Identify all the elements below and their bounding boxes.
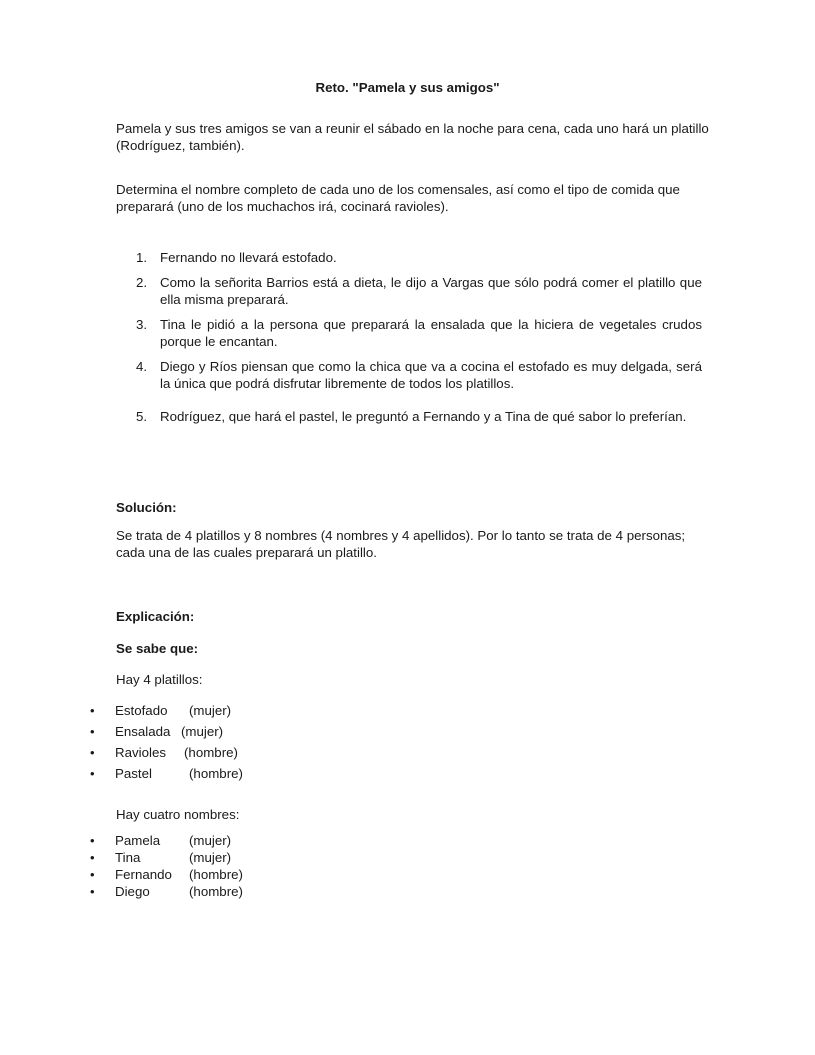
- clue-item: [116, 249, 702, 266]
- person-gender: (mujer): [189, 850, 232, 865]
- solution-text: Se trata de 4 platillos y 8 nombres (4 nombres y 4 apellidos). Por lo tanto se trata de 4 personas; cada una de las cuales preparará un platillo.: [116, 528, 686, 560]
- clue-number: 4.: [136, 359, 148, 374]
- name-item: [90, 883, 243, 900]
- bullet-icon: •: [90, 766, 95, 781]
- dishes-heading: Hay 4 platillos:: [116, 672, 203, 687]
- dish-gender: (mujer): [189, 703, 232, 718]
- bullet-icon: •: [90, 703, 95, 718]
- person-gender: (hombre): [189, 884, 243, 899]
- bullet-icon: •: [90, 724, 95, 739]
- dish-item: [90, 765, 243, 786]
- dish-gender: (hombre): [189, 766, 243, 781]
- person-gender: (mujer): [189, 833, 232, 848]
- bullet-icon: •: [90, 833, 95, 848]
- known-heading: Se sabe que:: [116, 641, 199, 656]
- clue-text: Como la señorita Barrios está a dieta, le dijo a Vargas que sólo podrá comer el platillo que ella misma preparará.: [160, 275, 702, 307]
- bullet-icon: •: [90, 850, 95, 865]
- dish-name: Ravioles: [115, 745, 166, 760]
- clue-number: 1.: [136, 250, 148, 265]
- clue-number: 2.: [136, 275, 148, 290]
- explanation-heading: Explicación:: [116, 609, 195, 624]
- dish-name: Pastel: [115, 766, 152, 781]
- dish-item: [90, 744, 243, 765]
- clues-list: [116, 249, 702, 433]
- intro-paragraph: Pamela y sus tres amigos se van a reunir el sábado en la noche para cena, cada uno hará un platillo (Rodríguez, también).: [116, 121, 709, 153]
- clue-text: Fernando no llevará estofado.: [160, 250, 337, 265]
- clue-item: [116, 408, 702, 425]
- solution-heading: Solución:: [116, 500, 177, 515]
- dish-item: [90, 702, 243, 723]
- person-gender: (hombre): [189, 867, 243, 882]
- clue-text: Rodríguez, que hará el pastel, le preguntó a Fernando y a Tina de qué sabor lo preferían.: [160, 409, 687, 424]
- clue-text: Tina le pidió a la persona que preparará la ensalada que la hiciera de vegetales crudos porque le encantan.: [160, 317, 702, 349]
- name-item: [90, 832, 243, 849]
- task-paragraph: Determina el nombre completo de cada uno de los comensales, así como el tipo de comida que preparará (uno de los muchachos irá, cocinará ravioles).: [116, 182, 680, 214]
- clue-text: Diego y Ríos piensan que como la chica que va a cocina el estofado es muy delgada, será la única que podrá disfrutar libremente de todos los platillos.: [160, 359, 702, 391]
- dish-item: [90, 723, 243, 744]
- dish-gender: (hombre): [184, 745, 238, 760]
- dishes-list: [90, 702, 243, 786]
- names-heading: Hay cuatro nombres:: [116, 807, 240, 822]
- dish-name: Ensalada: [115, 724, 171, 739]
- clue-item: [116, 358, 702, 392]
- clue-item: [116, 316, 702, 350]
- name-item: [90, 866, 243, 883]
- name-item: [90, 849, 243, 866]
- dish-gender: (mujer): [181, 724, 224, 739]
- names-list: [90, 832, 243, 900]
- clue-number: 3.: [136, 317, 148, 332]
- clue-number: 5.: [136, 409, 148, 424]
- person-name: Pamela: [115, 833, 161, 848]
- person-name: Diego: [115, 884, 150, 899]
- bullet-icon: •: [90, 884, 95, 899]
- person-name: Fernando: [115, 867, 172, 882]
- bullet-icon: •: [90, 867, 95, 882]
- bullet-icon: •: [90, 745, 95, 760]
- dish-name: Estofado: [115, 703, 168, 718]
- document-title: Reto. "Pamela y sus amigos": [315, 80, 500, 95]
- clue-item: [116, 274, 702, 308]
- person-name: Tina: [115, 850, 141, 865]
